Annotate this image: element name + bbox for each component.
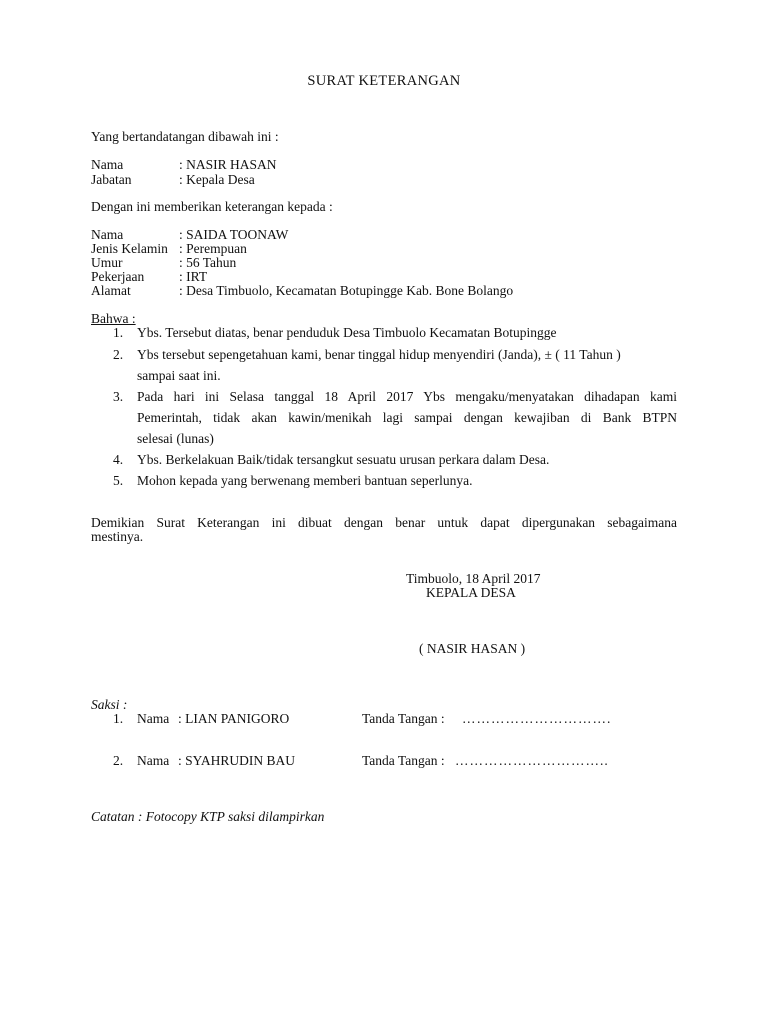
signer-position: KEPALA DESA (426, 585, 516, 600)
field-label: Nama (91, 157, 124, 172)
list-item: Pada hari ini Selasa tanggal 18 April 2017 Ybs mengaku/menyatakan dihadapan kami (137, 389, 677, 404)
list-item-continuation: Pemerintah, tidak akan kawin/menikah lagi sampai dengan kewajiban di Bank BTPN (137, 410, 677, 425)
witness-name: : SYAHRUDIN BAU (178, 753, 296, 768)
witness-number: 1. (113, 711, 124, 726)
witness-number: 2. (113, 753, 124, 768)
signature-line: …………………………. (462, 711, 612, 726)
closing-paragraph-line1: Demikian Surat Keterangan ini dibuat dengan benar untuk dapat dipergunakan sebagaimana (91, 515, 677, 530)
list-item: Ybs. Berkelakuan Baik/tidak tersangkut sesuatu urusan perkara dalam Desa. (137, 452, 550, 467)
place-date: Timbuolo, 18 April 2017 (406, 571, 541, 586)
item-number: 3. (113, 389, 124, 404)
field-value: : Kepala Desa (179, 172, 255, 187)
list-item-continuation: selesai (lunas) (137, 431, 214, 446)
list-item-continuation: sampai saat ini. (137, 368, 221, 383)
page-title: SURAT KETERANGAN (307, 73, 461, 89)
field-label: Nama (91, 227, 124, 242)
signature-line: ………………………….. (455, 753, 609, 768)
list-item: Mohon kepada yang berwenang memberi bantuan seperlunya. (137, 473, 473, 488)
field-value: : Desa Timbuolo, Kecamatan Botupingge Kab. Bone Bolango (179, 283, 514, 298)
signer-name-row (91, 157, 277, 173)
signature-label: Tanda Tangan : (362, 753, 445, 768)
field-label: Jabatan (91, 172, 132, 187)
signer-position-row (91, 172, 255, 188)
item-number: 1. (113, 325, 124, 340)
field-label: Jenis Kelamin (91, 241, 168, 256)
field-value: : SAIDA TOONAW (179, 227, 289, 242)
intro-text: Yang bertandatangan dibawah ini : (91, 129, 279, 144)
signer-name: ( NASIR HASAN ) (419, 641, 526, 656)
item-number: 2. (113, 347, 124, 362)
field-value: : Perempuan (179, 241, 247, 256)
subject-address-row (91, 283, 513, 299)
field-label: Pekerjaan (91, 269, 145, 284)
item-number: 4. (113, 452, 124, 467)
note: Catatan : Fotocopy KTP saksi dilampirkan (91, 809, 325, 824)
field-value: : IRT (179, 269, 208, 284)
field-value: : NASIR HASAN (179, 157, 277, 172)
witness-name-label: Nama (137, 753, 170, 768)
field-value: : 56 Tahun (179, 255, 237, 270)
field-label: Alamat (91, 283, 131, 298)
signature-label: Tanda Tangan : (362, 711, 445, 726)
item-number: 5. (113, 473, 124, 488)
bahwa-heading: Bahwa : (91, 311, 136, 326)
list-item: Ybs. Tersebut diatas, benar penduduk Desa Timbuolo Kecamatan Botupingge (137, 325, 557, 340)
saksi-heading: Saksi : (91, 697, 128, 712)
field-label: Umur (91, 255, 123, 270)
witness-name-label: Nama (137, 711, 170, 726)
witness-name: : LIAN PANIGORO (178, 711, 290, 726)
closing-paragraph-line2: mestinya. (91, 529, 144, 544)
list-item: Ybs tersebut sepengetahuan kami, benar tinggal hidup menyendiri (Janda), ± ( 11 Tahun ) (137, 347, 621, 362)
statement-intro: Dengan ini memberikan keterangan kepada : (91, 199, 333, 214)
